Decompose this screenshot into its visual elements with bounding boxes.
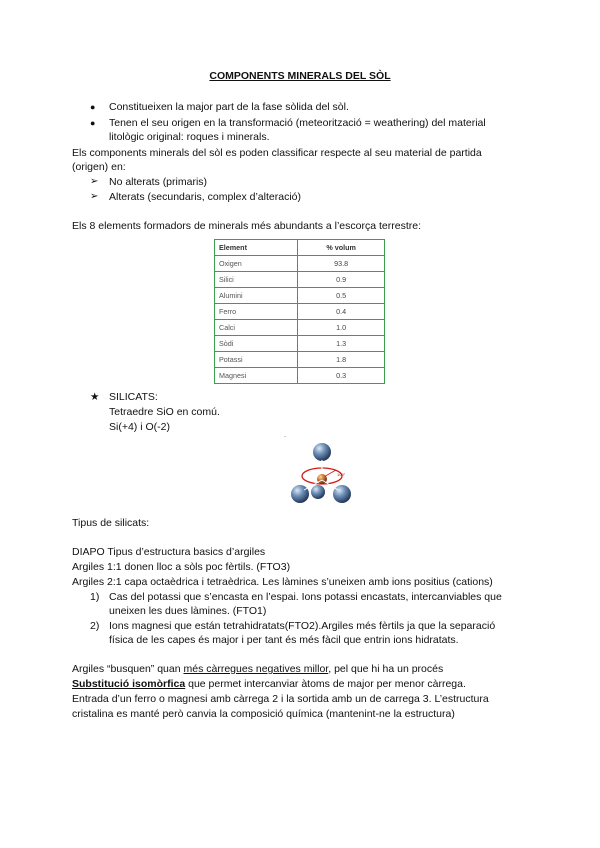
cell-element: Alumini xyxy=(215,288,298,304)
tipus-heading: Tipus de silicats: xyxy=(72,517,150,529)
table-row xyxy=(215,256,385,272)
arrow-icon: ➢ xyxy=(90,176,99,187)
oxygen-atom-back xyxy=(311,485,325,499)
list-item-2-line-1: Ions magnesi que están tetrahidratats(FTO2).Argiles més fèrtils ja que la separació xyxy=(109,620,496,632)
final-line-2 xyxy=(72,678,466,691)
classify-item-1: No alterats (primaris) xyxy=(109,176,208,188)
table-row xyxy=(215,368,385,384)
list-item-1-line-2: uneixen les dues làmines. (FTO1) xyxy=(109,605,267,617)
list-num-2: 2) xyxy=(90,620,100,632)
cell-value: 0.3 xyxy=(298,368,385,384)
cell-element: Magnesi xyxy=(215,368,298,384)
list-item-2-line-2: física de les capes és major i per tant és més fàcil que entrin ions hidratats. xyxy=(109,634,459,646)
list-num-1: 1) xyxy=(90,591,100,603)
table-row xyxy=(215,272,385,288)
cell-element: Sòdi xyxy=(215,336,298,352)
cell-element: Potassi xyxy=(215,352,298,368)
final-text: que permet intercanviar àtoms de major per menor càrrega. xyxy=(185,678,466,690)
list-item-1-line-1: Cas del potassi que s’encasta en l’espai. Ions potassi encastats, intercanviables que xyxy=(109,591,502,603)
final-line-3: Entrada d’un ferro o magnesi amb càrrega 2 i la sortida amb un de carrega 3. L’estructura xyxy=(72,693,489,705)
classify-line-2: (origen) en: xyxy=(72,161,126,173)
silicats-line-1: Tetraedre SiO en comú. xyxy=(109,406,220,418)
final-line-4: cristalina es manté però canvia la composició química (mantenint-ne la estructura) xyxy=(72,708,455,720)
final-text: , pel que hi ha un procés xyxy=(328,663,444,675)
substitution-term: Substitució isomòrfica xyxy=(72,678,186,690)
oxygen-atom-top xyxy=(313,443,331,461)
angle-label: 109° xyxy=(337,472,346,477)
bullet-dot: ● xyxy=(90,118,96,128)
final-text: Argiles “busquen” quan xyxy=(72,663,184,675)
classify-item-2: Alterats (secundaris, complex d’alteració) xyxy=(109,191,301,203)
table-row xyxy=(215,320,385,336)
silicats-heading: SILICATS: xyxy=(109,391,158,403)
cell-value: 0.9 xyxy=(298,272,385,288)
header-element: Element xyxy=(215,240,298,256)
cell-element: Oxigen xyxy=(215,256,298,272)
cell-element: Ferro xyxy=(215,304,298,320)
cell-value: 0.5 xyxy=(298,288,385,304)
silicats-line-2: Si(+4) i O(-2) xyxy=(109,421,170,433)
header-volume: % volum xyxy=(298,240,385,256)
cell-element: Calci xyxy=(215,320,298,336)
cell-value: 1.8 xyxy=(298,352,385,368)
argiles-11: Argiles 1:1 donen lloc a sòls poc fèrtils. (FTO3) xyxy=(72,561,291,573)
classify-line-1: Els components minerals del sòl es poden classificar respecte al seu material de partida xyxy=(72,147,482,159)
bullet-dot: ● xyxy=(90,102,96,112)
tetrahedron-illustration xyxy=(282,432,362,512)
bullet-text-2-cont: litològic original: roques i minerals. xyxy=(109,131,270,143)
cell-value: 93.8 xyxy=(298,256,385,272)
bullet-text-2: Tenen el seu origen en la transformació (meteorització = weathering) del material xyxy=(109,117,486,129)
cell-value: 1.3 xyxy=(298,336,385,352)
star-icon: ★ xyxy=(90,391,100,403)
small-mark: ~ xyxy=(284,434,287,439)
diapo-line: DIAPO Tipus d’estructura basics d’argiles xyxy=(72,546,266,558)
final-underlined: més càrregues negatives millor xyxy=(183,663,329,675)
table-row xyxy=(215,352,385,368)
table-row xyxy=(215,304,385,320)
arrow-icon: ➢ xyxy=(90,191,99,202)
table-row xyxy=(215,288,385,304)
cell-element: Silici xyxy=(215,272,298,288)
cell-value: 1.0 xyxy=(298,320,385,336)
table-row xyxy=(215,336,385,352)
argiles-21: Argiles 2:1 capa octaèdrica i tetraèdrica. Les làmines s’uneixen amb ions positius (cations) xyxy=(72,576,493,588)
bullet-text-1: Constitueixen la major part de la fase sòlida del sòl. xyxy=(109,101,349,113)
oxygen-atom-right xyxy=(333,485,351,503)
final-line-1 xyxy=(72,663,443,676)
oxygen-atom-left xyxy=(291,485,309,503)
page-title: COMPONENTS MINERALS DEL SÒL xyxy=(209,70,391,82)
table-header-row xyxy=(215,240,385,256)
cell-value: 0.4 xyxy=(298,304,385,320)
elements-intro: Els 8 elements formadors de minerals més abundants a l’escorça terrestre: xyxy=(72,220,421,232)
elements-table xyxy=(214,239,385,384)
